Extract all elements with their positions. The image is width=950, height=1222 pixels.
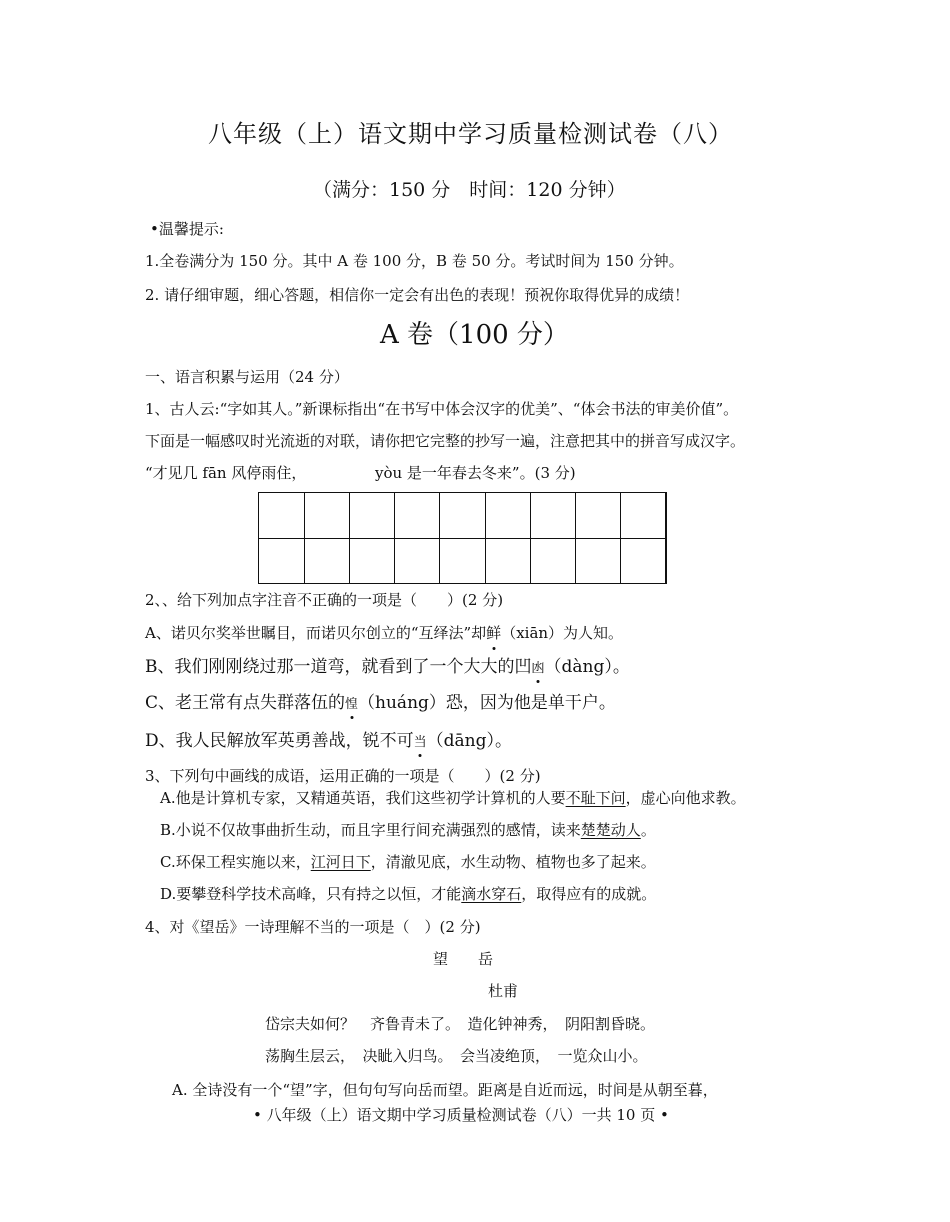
grid-col-divider (530, 493, 531, 583)
q2-option-b (145, 652, 630, 677)
q2-d-post: （dāng）。 (426, 731, 513, 751)
page-footer: • 八年级（上）语文期中学习质量检测试卷（八）一共 10 页 • (253, 1106, 669, 1124)
q2-a-post: （xiān）为人知。 (501, 624, 624, 642)
q1-line-2: 下面是一幅感叹时光流逝的对联，请你把它完整的抄写一遍，注意把其中的拼音写成汉字。 (145, 432, 746, 450)
q3-c-pre: C.环保工程实施以来， (160, 853, 311, 871)
notice-line-1: 1.全卷满分为 150 分。其中 A 卷 100 分，B 卷 50 分。考试时间为 150 分钟。 (145, 252, 684, 270)
q2-d-pre: D、我人民解放军英勇善战，锐不可 (145, 731, 414, 751)
q1-line-1: 1、古人云:“字如其人。”新课标指出“在书写中体会汉字的优美”、“体会书法的审美价值”。 (145, 400, 739, 418)
q3-option-a (160, 787, 746, 808)
q4-stem: 4、对《望岳》一诗理解不当的一项是（ ）(2 分) (145, 918, 481, 936)
q4-option-a: A. 全诗没有一个“望”字，但句句写向岳而望。距离是自近而远，时间是从朝至暮， (172, 1081, 718, 1099)
poem-line-2: 荡胸生层云， 决眦入归鸟。 会当凌绝顶， 一览众山小。 (265, 1047, 648, 1065)
grid-col-divider (304, 493, 305, 583)
q3-b-pre: B.小说不仅故事曲折生动，而且字里行间充满强烈的感情，读来 (160, 821, 581, 839)
grid-col-divider (394, 493, 395, 583)
q2-a-pre: A、诺贝尔奖举世瞩目，而诺贝尔创立的“互绎法”却 (145, 624, 487, 642)
q2-option-c (145, 688, 616, 713)
poem-title: 望 岳 (433, 950, 494, 968)
page-title: 八年级（上）语文期中学习质量检测试卷（八） (208, 120, 733, 148)
q3-option-d (160, 883, 656, 904)
page-subtitle: （满分：150 分 时间：120 分钟） (313, 179, 626, 201)
q2-d-dotted-char: 当 (414, 731, 427, 750)
grid-col-divider (620, 493, 621, 583)
writing-grid[interactable] (258, 492, 667, 584)
grid-col-divider (485, 493, 486, 583)
q3-c-post: ，清澈见底，水生动物、植物也多了起来。 (370, 853, 656, 871)
grid-row-divider (259, 538, 665, 539)
q2-c-dotted-char: 惶 (345, 693, 358, 712)
q3-a-pre: A.他是计算机专家，又精通英语，我们这些初学计算机的人要 (160, 789, 566, 807)
notice-line-2: 2. 请仔细审题，细心答题，相信你一定会有出色的表现！预祝你取得优异的成绩！ (145, 286, 690, 304)
grid-col-divider (349, 493, 350, 583)
q2-b-post: （dàng）。 (544, 657, 630, 677)
q2-option-a (145, 622, 623, 643)
q3-option-b (160, 819, 656, 840)
q3-d-underlined: 滴水穿石 (461, 885, 522, 903)
q2-c-post: （huáng）恐，因为他是单干户。 (358, 693, 616, 713)
q3-stem: 3、下列句中画线的成语，运用正确的一项是（ ）(2 分) (145, 767, 541, 785)
q2-b-pre: B、我们刚刚绕过那一道弯，就看到了一个大大的凹 (145, 657, 532, 677)
q2-b-dotted-char: 凼 (532, 657, 545, 676)
grid-col-divider (575, 493, 576, 583)
q3-c-underlined: 江河日下 (310, 853, 371, 871)
q3-d-post: ，取得应有的成就。 (521, 885, 657, 903)
q3-d-pre: D.要攀登科学技术高峰，只有持之以恒，才能 (160, 885, 462, 903)
grid-col-divider (439, 493, 440, 583)
q3-option-c (160, 851, 656, 872)
q2-a-dotted-char: 鲜 (486, 624, 502, 642)
poem-author: 杜甫 (488, 982, 519, 1000)
q2-stem: 2、、给下列加点字注音不正确的一项是（ ）(2 分) (145, 591, 504, 609)
q1-line-3b: yòu 是一年春去冬来”。(3 分) (375, 464, 576, 482)
q3-b-underlined: 楚楚动人 (580, 821, 641, 839)
q2-option-d (145, 726, 512, 751)
section-a-title: A 卷（100 分） (380, 320, 569, 350)
part1-heading: 一、语言积累与运用（24 分） (145, 368, 349, 386)
q1-line-3a: “才见几 fān 风停雨住， (145, 464, 307, 482)
notice-heading: •温馨提示: (150, 220, 224, 238)
q3-a-underlined: 不耻下问 (565, 789, 626, 807)
poem-line-1: 岱宗夫如何？ 齐鲁青未了。 造化钟神秀， 阴阳割昏晓。 (265, 1015, 656, 1033)
q2-c-pre: C、老王常有点失群落伍的 (145, 693, 346, 713)
q3-b-post: 。 (640, 821, 656, 839)
q3-a-post: ，虚心向他求教。 (625, 789, 746, 807)
